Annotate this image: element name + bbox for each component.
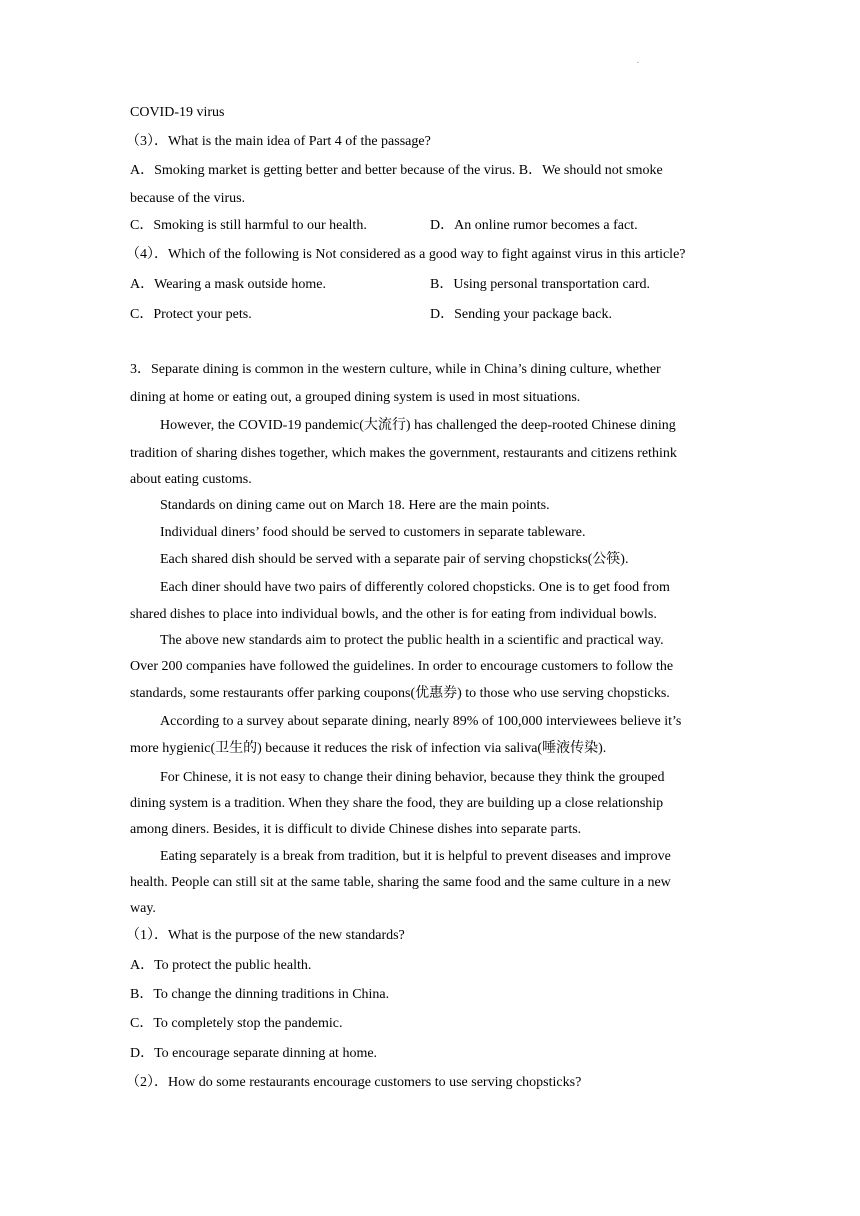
- question-4-option-d: D．Sending your package back.: [430, 307, 612, 322]
- passage-line: Individual diners’ food should be served to customers in separate tableware.: [160, 525, 586, 540]
- passage-line: Each shared dish should be served with a separate pair of serving chopsticks(公筷).: [160, 552, 629, 567]
- question-1-option-b: B．To change the dinning traditions in China.: [130, 987, 390, 1002]
- question-1-option-d: D．To encourage separate dinning at home.: [130, 1046, 378, 1061]
- passage-line: dining system is a tradition. When they share the food, they are building up a close relationship: [130, 796, 664, 811]
- passage-line: Standards on dining came out on March 18. Here are the main points.: [160, 498, 550, 513]
- question-1-stem: （1）．What is the purpose of the new standards?: [126, 928, 405, 943]
- question-3-options-ab: A．Smoking market is getting better and better because of the virus. B．We should not smoke: [130, 163, 663, 178]
- question-3-option-c: C．Smoking is still harmful to our health.: [130, 218, 367, 233]
- passage-line: dining at home or eating out, a grouped dining system is used in most situations.: [130, 390, 581, 405]
- passage-line: However, the COVID-19 pandemic(大流行) has challenged the deep-rooted Chinese dining: [160, 418, 676, 433]
- passage-line: 3．Separate dining is common in the western culture, while in China’s dining culture, whether: [130, 362, 661, 377]
- passage-line: According to a survey about separate dining, nearly 89% of 100,000 interviewees believe it’s: [160, 714, 682, 729]
- question-2-stem: （2）．How do some restaurants encourage customers to use serving chopsticks?: [126, 1075, 582, 1090]
- question-3-option-b-cont: because of the virus.: [130, 191, 246, 206]
- question-1-option-c: C．To completely stop the pandemic.: [130, 1016, 343, 1031]
- passage-line: Eating separately is a break from tradition, but it is helpful to prevent diseases and improve: [160, 849, 671, 864]
- header-mark: .: [637, 56, 639, 65]
- passage-line: tradition of sharing dishes together, which makes the government, restaurants and citizens rethink: [130, 446, 677, 461]
- question-4-option-b: B．Using personal transportation card.: [430, 277, 651, 292]
- prev-passage-tail: COVID-19 virus: [130, 105, 225, 120]
- passage-line: about eating customs.: [130, 472, 252, 487]
- question-4-option-c: C．Protect your pets.: [130, 307, 252, 322]
- question-3-option-d: D．An online rumor becomes a fact.: [430, 218, 638, 233]
- passage-line: standards, some restaurants offer parking coupons(优惠券) to those who use serving chopsticks.: [130, 686, 670, 701]
- passage-line: among diners. Besides, it is difficult to divide Chinese dishes into separate parts.: [130, 822, 582, 837]
- passage-line: The above new standards aim to protect the public health in a scientific and practical way.: [160, 633, 664, 648]
- passage-line: health. People can still sit at the same table, sharing the same food and the same culture in a new: [130, 875, 671, 890]
- passage-line: For Chinese, it is not easy to change their dining behavior, because they think the grouped: [160, 770, 665, 785]
- question-4-option-a: A．Wearing a mask outside home.: [130, 277, 326, 292]
- passage-line: Over 200 companies have followed the guidelines. In order to encourage customers to follow the: [130, 659, 674, 674]
- passage-line: Each diner should have two pairs of differently colored chopsticks. One is to get food from: [160, 580, 670, 595]
- passage-line: way.: [130, 901, 156, 916]
- question-4-stem: （4）．Which of the following is Not considered as a good way to fight against virus in this article?: [126, 247, 686, 262]
- passage-line: more hygienic(卫生的) because it reduces the risk of infection via saliva(唾液传染).: [130, 741, 607, 756]
- passage-line: shared dishes to place into individual bowls, and the other is for eating from individual bowls.: [130, 607, 657, 622]
- question-1-option-a: A．To protect the public health.: [130, 958, 312, 973]
- question-3-stem: （3）．What is the main idea of Part 4 of the passage?: [126, 134, 431, 149]
